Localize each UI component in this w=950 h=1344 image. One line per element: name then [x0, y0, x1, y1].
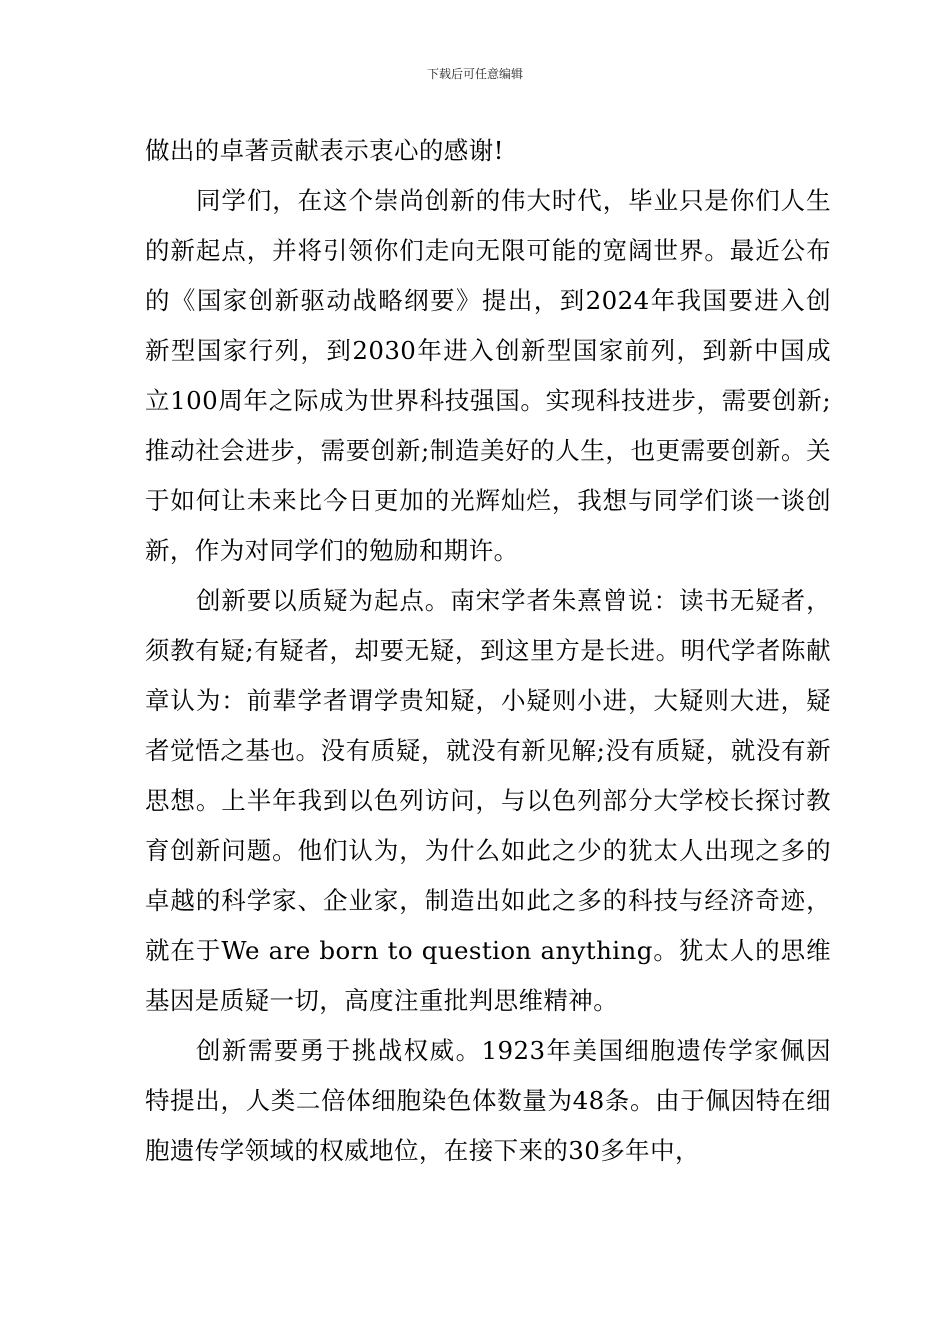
paragraph-2: 同学们，在这个崇尚创新的伟大时代，毕业只是你们人生的新起点，并将引领你们走向无限可能的宽阔世界。最近公布的《国家创新驱动战略纲要》提出，到2024年我国要进入创新型国家行列，到2030年进入创新型国家前列，到新中国成立100周年之际成为世界科技强国。实现科技进步，需要创新;推动社会进步，需要创新;制造美好的人生，也更需要创新。关于如何让未来比今日更加的光辉灿烂，我想与同学们谈一谈创新，作为对同学们的勉励和期许。	[145, 186, 831, 565]
document-body	[145, 126, 831, 1176]
paragraph-3: 创新要以质疑为起点。南宋学者朱熹曾说：读书无疑者，须教有疑;有疑者，却要无疑，到这里方是长进。明代学者陈献章认为：前辈学者谓学贵知疑，小疑则小进，大疑则大进，疑者觉悟之基也。没有质疑，就没有新见解;没有质疑，就没有新思想。上半年我到以色列访问，与以色列部分大学校长探讨教育创新问题。他们认为，为什么如此之少的犹太人出现之多的卓越的科学家、企业家，制造出如此之多的科技与经济奇迹，就在于We are born to question anything。犹太人的思维基因是质疑一切，高度注重批判思维精神。	[145, 586, 831, 1015]
paragraph-1: 做出的卓著贡献表示衷心的感谢!	[145, 136, 504, 165]
page-header: 下载后可任意编辑	[426, 67, 523, 81]
paragraph-4: 创新需要勇于挑战权威。1923年美国细胞遗传学家佩因特提出，人类二倍体细胞染色体数量为48条。由于佩因特在细胞遗传学领域的权威地位，在接下来的30多年中，	[145, 1036, 831, 1165]
